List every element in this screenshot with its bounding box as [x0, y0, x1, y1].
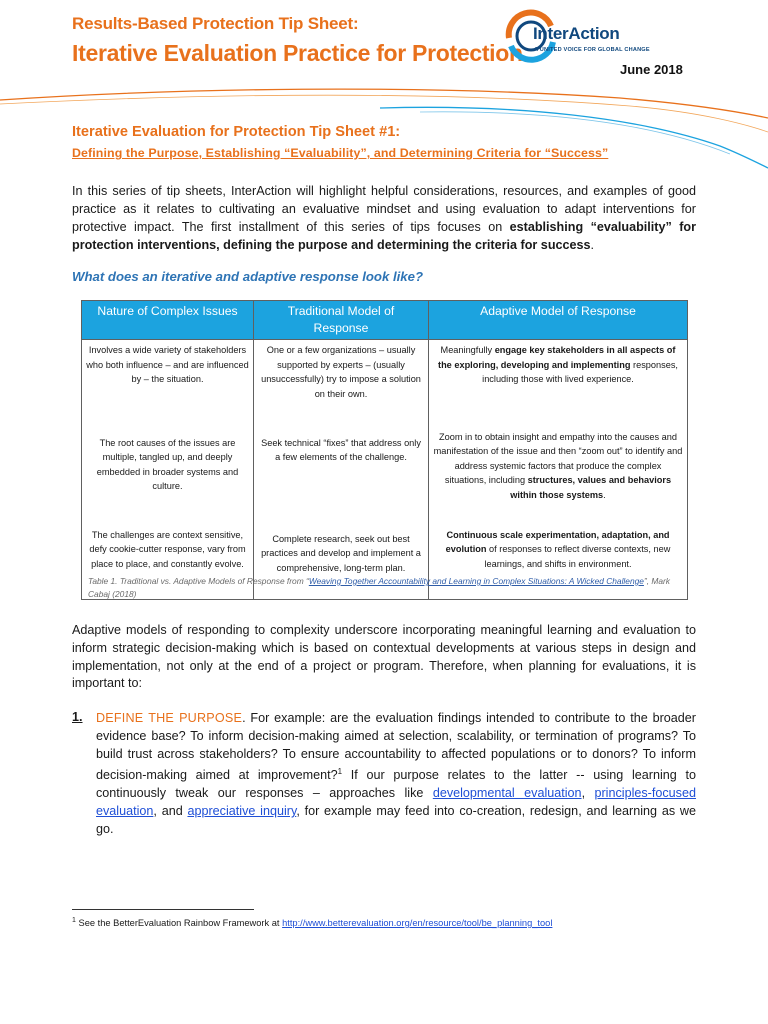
table-cell: One or a few organizations – usually supported by experts – (usually unsuccessfully) try to impose a solution on their own.: [254, 340, 429, 430]
intro-text: In this series of tip sheets, InterAction will highlight helpful considerations, resources, and examples of good practice as it relates to cultivating an evaluative mindset and using evaluation to adapt interventions for protective impact. The first installment of this series of tips focuses on: [72, 184, 696, 234]
cell-text: Zoom in to obtain insight and empathy into the causes and manifestation of the issue and then “zoom out” to identify and address systemic factors that produce the complex situations, including: [433, 431, 683, 486]
tip-sheet-title: Iterative Evaluation for Protection Tip Sheet #1:: [72, 124, 401, 140]
cell-text: .: [603, 489, 606, 500]
intro-bold-text: establishing “evaluability” for protection interventions, defining the purpose and determining the criteria for success: [72, 220, 696, 252]
page-title: Iterative Evaluation Practice for Protection: [72, 40, 523, 66]
table-header-cell: Nature of Complex Issues: [82, 301, 254, 340]
table-header-cell: Adaptive Model of Response: [429, 301, 688, 340]
define-purpose-label: DEFINE THE PURPOSE: [96, 711, 243, 725]
footnote: [72, 917, 552, 928]
table-header-row: [82, 301, 688, 340]
footnote-ref: 1: [337, 767, 343, 777]
intro-paragraph: [72, 182, 696, 254]
cell-bold-text: structures, values and behaviors within those systems: [510, 475, 672, 500]
list-text: If our purpose relates to the latter -- using learning to continuously tweak our responses – approaches like: [96, 768, 696, 801]
developmental-evaluation-link[interactable]: developmental evaluation: [432, 786, 582, 801]
caption-source-link[interactable]: Weaving Together Accountability and Learning in Complex Situations: A Wicked Challenge: [308, 576, 644, 586]
table-cell: Involves a wide variety of stakeholders who both influence – and are influenced by – the situation.: [82, 340, 254, 430]
list-sep: ,: [581, 786, 595, 801]
list-sep: , and: [153, 804, 188, 819]
footnote-marker: 1: [72, 917, 76, 924]
footnote-text: See the BetterEvaluation Rainbow Framework at: [75, 918, 283, 929]
caption-suffix: ”, Mark Cabaj (2018): [88, 576, 670, 599]
table-cell: The root causes of the issues are multiple, tangled up, and deeply embedded in broader systems and culture.: [82, 430, 254, 522]
table-cell: The challenges are context sensitive, defy cookie-cutter response, vary from place to place, and constantly evolve.: [82, 522, 254, 600]
cell-text: Meaningfully: [440, 345, 495, 355]
interaction-logo: [503, 8, 703, 64]
logo-wordmark: InterAction: [533, 24, 620, 43]
table-caption: [88, 575, 678, 600]
logo-tagline: A UNITED VOICE FOR GLOBAL CHANGE: [534, 47, 650, 53]
tip-sheet-subtitle: Defining the Purpose, Establishing “Evaluability”, and Determining Criteria for “Success”: [72, 146, 609, 160]
intro-end: .: [590, 238, 595, 252]
footnote-divider: [72, 909, 254, 910]
table-cell: [429, 430, 688, 522]
cell-bold-text: Continuous scale experimentation, adaptation, and evolution: [445, 529, 670, 555]
publication-date: June 2018: [620, 62, 683, 77]
section-question-heading: What does an iterative and adaptive response look like?: [72, 269, 424, 284]
list-text: , for example may feed into co-creation, redesign, and learning as we go.: [96, 804, 696, 836]
list-text: . For example: are the evaluation findings intended to contribute to the broader evidence base? To inform decision-making aimed at selection, scalability, or termination of programs? To build trust across stakeholders? To ensure accountability to affected populations or to donors? To inform decision-making aimed at improvement?: [96, 711, 697, 783]
footnote-link[interactable]: http://www.betterevaluation.org/en/resource/tool/be_planning_tool: [282, 918, 553, 929]
cell-bold-text: engage key stakeholders in all aspects of the exploring, developing and implementing: [438, 345, 676, 370]
table-row: [82, 430, 688, 522]
adaptive-models-paragraph: Adaptive models of responding to complexity underscore incorporating meaningful learning and evaluation to inform strategic decision-making which is based on contextual developments at various steps in design and implementation, not only at the end of a project or program. Therefore, when planning for evaluations, it is important to:: [72, 623, 696, 691]
list-number: 1.: [72, 710, 83, 724]
table-cell: Complete research, seek out best practices and develop and implement a comprehensive, long-term plan.: [254, 522, 429, 600]
cell-text: responses, including those with lived experience.: [482, 359, 678, 385]
table-row: [82, 340, 688, 430]
appreciative-inquiry-link[interactable]: appreciative inquiry: [187, 804, 297, 819]
table-header-cell: Traditional Model of Response: [254, 301, 429, 340]
principles-focused-evaluation-link[interactable]: principles-focused evaluation: [96, 786, 696, 819]
table-cell: [429, 340, 688, 430]
cell-text: of responses to reflect diverse contexts, new learnings, and shifts in environment.: [484, 544, 671, 569]
caption-prefix: Table 1. Traditional vs. Adaptive Models of Response from “: [88, 576, 309, 586]
table-cell: Seek technical “fixes” that address only a few elements of the challenge.: [254, 430, 429, 522]
response-models-table: [81, 300, 688, 600]
header-subtitle: Results-Based Protection Tip Sheet:: [72, 14, 359, 33]
list-item: [96, 710, 696, 839]
